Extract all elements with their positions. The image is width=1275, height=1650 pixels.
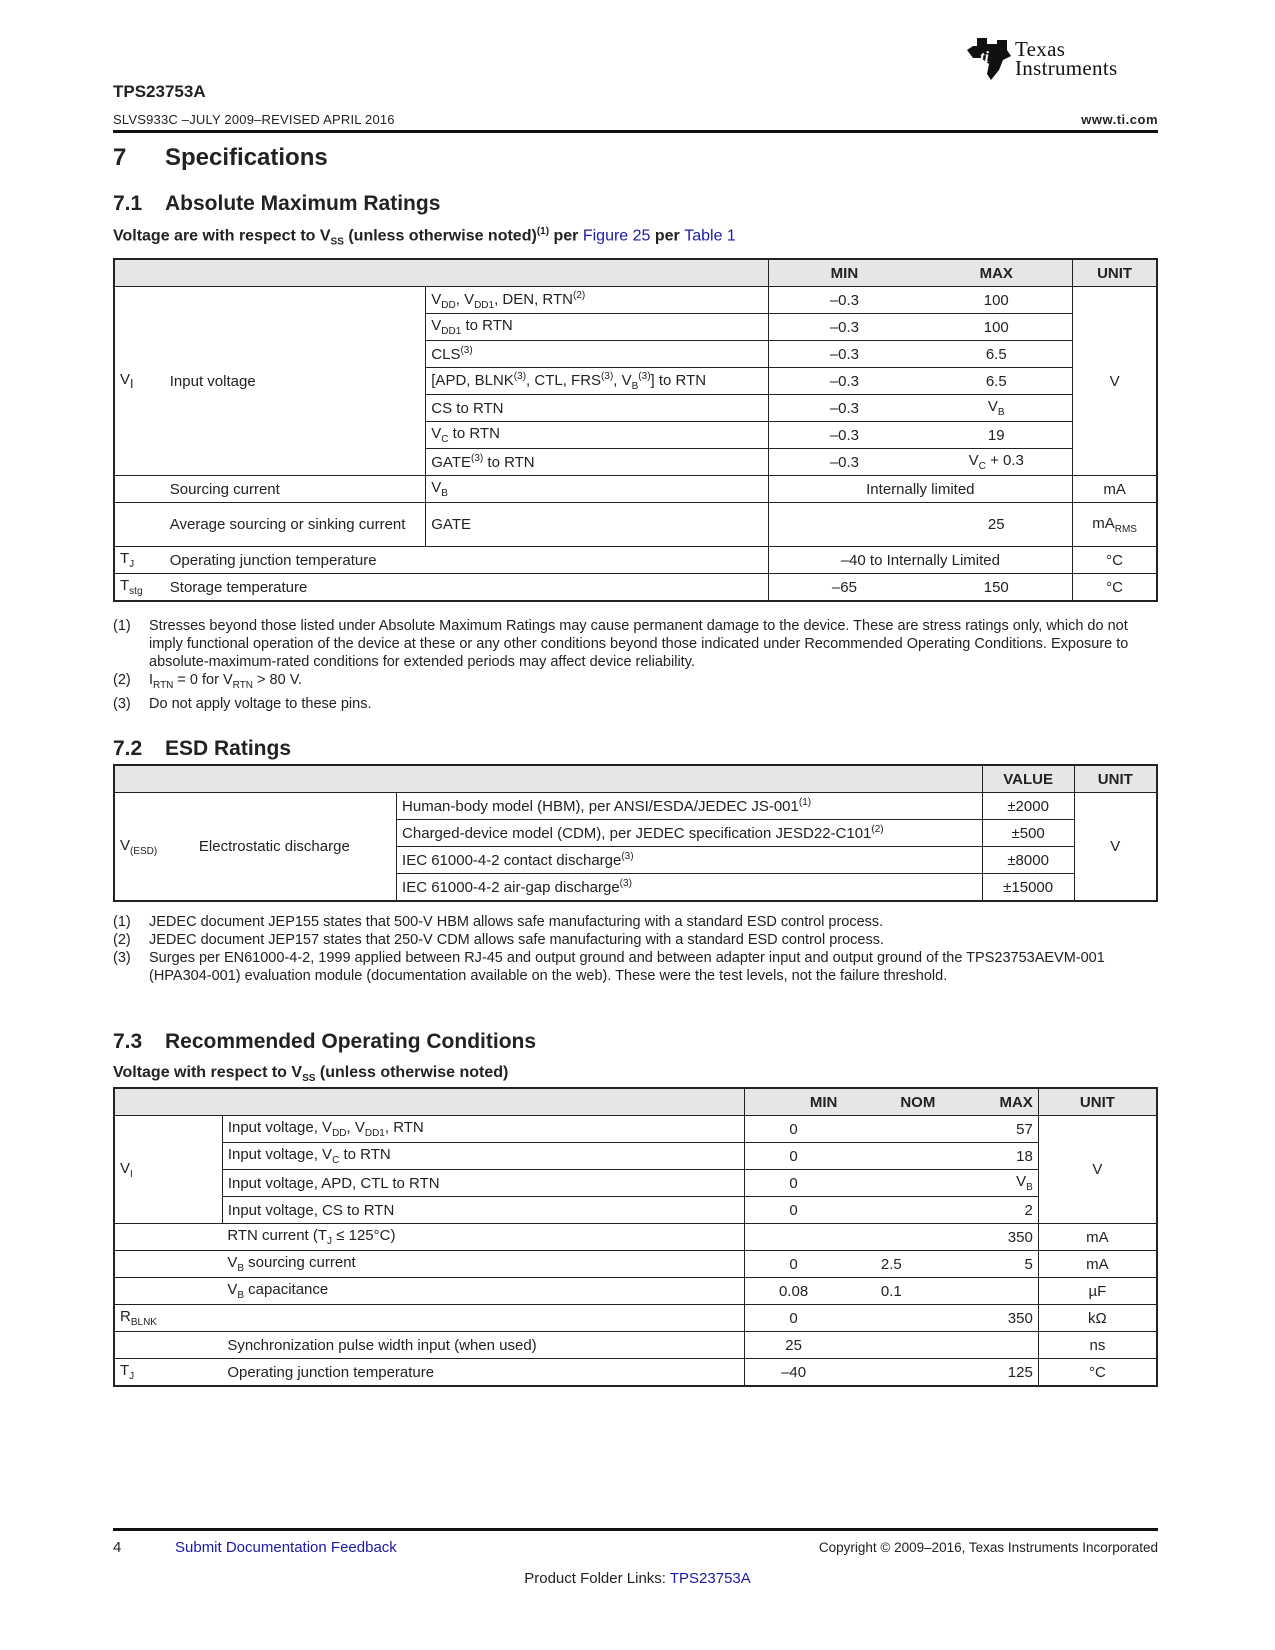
table-cell: V [1074, 793, 1157, 902]
text: > 80 V. [253, 672, 303, 688]
text: (1) [798, 797, 812, 808]
text: , CTL, FRS [526, 371, 602, 389]
table-cell: 350 [940, 1305, 1038, 1332]
table-cell: 0 [744, 1197, 842, 1224]
text: mA [1092, 514, 1115, 532]
table-cell: Input voltage, APD, CTL to RTN [222, 1170, 744, 1197]
logo-line1: Texas [1015, 37, 1066, 61]
table-cell: mA [1073, 476, 1157, 503]
text: DD1 [474, 299, 495, 311]
table-cell: –0.3 [768, 422, 920, 449]
table-cell: 5 [940, 1251, 1038, 1278]
table-header-cell [114, 259, 768, 287]
table-cell: –0.3 [768, 368, 920, 395]
text: Human-body model (HBM), per ANSI/ESDA/JEDEC JS-001 [402, 798, 799, 815]
text: T [120, 550, 130, 567]
table-cell [114, 793, 194, 902]
table-cell [114, 476, 165, 503]
table-cell [114, 1278, 222, 1305]
text: J [327, 1236, 333, 1247]
table-cell [397, 847, 983, 874]
svg-text:ti: ti [980, 49, 989, 66]
text: ] to RTN [650, 371, 707, 389]
section-7-3-heading [113, 1030, 536, 1054]
text: ≤ 125°C) [332, 1227, 396, 1244]
text: C [978, 461, 986, 472]
text: I [130, 377, 134, 391]
table-cell: 0.1 [842, 1278, 940, 1305]
text: = 0 for V [173, 672, 233, 688]
table-cell [842, 1197, 940, 1224]
ti-logo [967, 36, 1162, 86]
text: sourcing current [244, 1254, 356, 1271]
text: stg [129, 586, 143, 597]
text: DD1 [364, 1128, 385, 1139]
table-cell: –0.3 [768, 449, 920, 476]
text: T [120, 1362, 130, 1379]
table-cell [842, 1224, 940, 1251]
table-cell: °C [1073, 574, 1157, 602]
table-cell: 125 [940, 1359, 1038, 1387]
table-header-cell: UNIT [1074, 765, 1157, 793]
table-cell: ±15000 [982, 874, 1074, 902]
part-number: TPS23753A [113, 82, 206, 101]
table-header-cell: NOM [842, 1088, 940, 1116]
text: DD [332, 1128, 347, 1139]
table-cell [114, 503, 165, 547]
table-cell [842, 1332, 940, 1359]
table-cell [744, 1224, 842, 1251]
text: IEC 61000-4-2 air-gap discharge [402, 879, 620, 896]
text: JEDEC document JEP155 states that 500-V HBM allows safe manufacturing with a standard ESD control process. [149, 914, 884, 930]
text: Specifications [165, 144, 328, 171]
text: Absolute Maximum Ratings [165, 192, 441, 215]
table-cell: 19 [920, 422, 1072, 449]
text: (unless otherwise noted) [343, 227, 537, 245]
text: to RTN [339, 1146, 391, 1163]
table-cell: –0.3 [768, 341, 920, 368]
text: DD1 [441, 326, 462, 337]
text: JEDEC document JEP157 states that 250-V CDM allows safe manufacturing with a standard ESD control process. [149, 932, 885, 948]
text: , V [346, 1119, 365, 1136]
table-cell [920, 395, 1072, 422]
text: ESD Ratings [165, 737, 292, 760]
table-header-cell [114, 765, 982, 793]
text: IEC 61000-4-2 contact discharge [402, 852, 622, 869]
table-header-cell: MIN [768, 259, 920, 287]
text: V [1016, 1173, 1027, 1190]
table-cell: V [1038, 1116, 1157, 1224]
table-cell: 25 [744, 1332, 842, 1359]
table-cell: –0.3 [768, 287, 920, 314]
table-cell [397, 793, 983, 820]
table-header-cell [114, 1088, 744, 1116]
text: V [968, 452, 979, 469]
text: (3) [113, 695, 131, 712]
table-cell [940, 1170, 1038, 1197]
table-cell: CS to RTN [426, 395, 768, 422]
text: RTN [153, 679, 174, 691]
text: T [120, 577, 130, 594]
table-cell: mA [1038, 1251, 1157, 1278]
table-cell: 0 [744, 1116, 842, 1143]
text: C [332, 1155, 340, 1166]
amr-table [113, 258, 1158, 602]
text: Voltage with respect to V [113, 1064, 303, 1081]
table-cell: ns [1038, 1332, 1157, 1359]
table-cell: ±8000 [982, 847, 1074, 874]
table-cell [114, 1224, 222, 1251]
table-cell [768, 503, 920, 547]
text: V [431, 317, 442, 334]
table-cell [426, 287, 768, 314]
text: R [120, 1308, 131, 1325]
table-cell: 0 [744, 1251, 842, 1278]
table-cell: 25 [920, 503, 1072, 547]
table-cell: Storage temperature [165, 574, 768, 602]
table-cell: 350 [940, 1224, 1038, 1251]
figure-25-link[interactable]: Figure 25 [582, 227, 651, 245]
table-cell [114, 574, 165, 602]
footer-rule [113, 1528, 1158, 1531]
table-cell: 18 [940, 1143, 1038, 1170]
text: to RTN [461, 317, 513, 334]
table-cell: ±500 [982, 820, 1074, 847]
text: RTN [232, 679, 254, 691]
text: Do not apply voltage to these pins. [149, 695, 372, 712]
text: (3) [513, 370, 527, 382]
text: V [431, 479, 442, 496]
table-cell: V [1073, 287, 1157, 476]
table-cell [940, 1278, 1038, 1305]
text: B [237, 1290, 244, 1301]
table-cell [222, 1224, 744, 1251]
text: J [129, 1371, 135, 1382]
text: CLS [431, 346, 461, 363]
text: DD [441, 299, 456, 311]
text: SS [330, 236, 344, 248]
table-cell: Operating junction temperature [222, 1359, 744, 1387]
text: SS [302, 1073, 316, 1085]
text: capacitance [244, 1281, 329, 1298]
table-cell: Internally limited [768, 476, 1073, 503]
table-cell [426, 476, 768, 503]
text: per [650, 227, 685, 245]
text: to RTN [483, 454, 535, 471]
table-cell: 0 [744, 1143, 842, 1170]
doc-id: SLVS933C –JULY 2009–REVISED APRIL 2016 [113, 112, 395, 127]
text: Voltage are with respect to V [113, 227, 331, 245]
table-cell: –40 to Internally Limited [768, 547, 1073, 574]
table-cell: GATE [426, 503, 768, 547]
table-cell [222, 1251, 744, 1278]
text: V [431, 290, 442, 308]
text: 7 [113, 144, 127, 171]
text: I [130, 1168, 133, 1180]
table-cell [397, 820, 983, 847]
text: Input voltage, V [227, 1146, 333, 1163]
table-cell: mA [1038, 1224, 1157, 1251]
table-cell: 0.08 [744, 1278, 842, 1305]
text: Charged-device model (CDM), per JEDEC specification JESD22-C101 [402, 825, 872, 842]
text: (2) [573, 289, 586, 301]
text: (1) [536, 226, 550, 237]
table-cell: –65 [768, 574, 920, 602]
text: RMS [1114, 523, 1137, 535]
text: RTN current (T [227, 1227, 328, 1244]
table-cell: –0.3 [768, 314, 920, 341]
table-cell [222, 1143, 744, 1170]
product-folder-link[interactable]: TPS23753A [669, 1570, 751, 1587]
text: B [237, 1263, 244, 1274]
table-cell [842, 1143, 940, 1170]
table-cell [426, 368, 768, 395]
text: , V [455, 290, 475, 308]
table-cell: µF [1038, 1278, 1157, 1305]
table-cell: –0.3 [768, 395, 920, 422]
text: (ESD) [130, 845, 158, 857]
text: per [549, 227, 583, 245]
text: V [227, 1254, 238, 1271]
table-cell [842, 1116, 940, 1143]
table-cell: °C [1073, 547, 1157, 574]
text: , V [613, 371, 632, 389]
table-cell: kΩ [1038, 1305, 1157, 1332]
table-cell [114, 1332, 222, 1359]
text: (2) [113, 932, 131, 948]
text: Product Folder Links: [524, 1570, 670, 1587]
page-number: 4 [113, 1539, 122, 1556]
text: , RTN [384, 1119, 424, 1136]
text: Stresses beyond those listed under Absolute Maximum Ratings may cause permanent damage to the device. These are stress ratings only, which do not imply functional operation of the device at these or any other conditions beyond those indicated under Recommended Operating Conditions. Exposure to absolute-maximum-rated conditions for extended periods may affect device reliability. [149, 618, 1129, 670]
text: Recommended Operating Conditions [165, 1030, 537, 1053]
text: + 0.3 [985, 452, 1024, 469]
table-header-cell: UNIT [1073, 259, 1157, 287]
text: C [441, 434, 449, 445]
text: to RTN [448, 425, 500, 442]
table-cell: 150 [920, 574, 1072, 602]
text: (3) [601, 370, 614, 382]
section-7-2-heading [113, 737, 291, 761]
table-cell: ±2000 [982, 793, 1074, 820]
table-cell [940, 1332, 1038, 1359]
table-cell [114, 1116, 222, 1224]
table-cell [114, 547, 165, 574]
text: Input voltage, V [227, 1119, 333, 1136]
vi-label: Input voltage [165, 287, 426, 476]
text: , DEN, RTN [494, 290, 573, 308]
text: V [227, 1281, 238, 1298]
table-header-cell: UNIT [1038, 1088, 1157, 1116]
amr-caption [113, 226, 736, 248]
table-header-cell: MAX [940, 1088, 1038, 1116]
roc-caption [113, 1064, 508, 1084]
text: V [120, 1159, 131, 1177]
text: I [149, 672, 154, 688]
logo-line2: Instruments [1015, 56, 1118, 80]
text: V [120, 836, 131, 854]
table-cell: °C [1038, 1359, 1157, 1387]
table-header-cell: MIN [744, 1088, 842, 1116]
table-cell [222, 1305, 744, 1332]
text: (3) [471, 453, 484, 464]
text: (3) [638, 370, 651, 382]
section-7-1-heading [113, 192, 440, 216]
table-cell: Operating junction temperature [165, 547, 768, 574]
text: B [441, 488, 448, 499]
text: [APD, BLNK [431, 371, 514, 389]
text: V [120, 371, 131, 388]
text: (3) [619, 878, 632, 889]
text: (1) [113, 914, 131, 930]
table-cell: –40 [744, 1359, 842, 1387]
table-cell: 2.5 [842, 1251, 940, 1278]
copyright: Copyright © 2009–2016, Texas Instruments Incorporated [818, 1540, 1158, 1555]
table-cell [842, 1170, 940, 1197]
product-folder-links [0, 1570, 1275, 1587]
ti-state-icon [967, 36, 1011, 82]
table-1-link[interactable]: Table 1 [684, 227, 736, 245]
site-url[interactable]: www.ti.com [1081, 112, 1158, 127]
table-cell [114, 1359, 222, 1387]
table-cell: 100 [920, 287, 1072, 314]
table-cell [426, 314, 768, 341]
text: V [987, 398, 998, 415]
table-cell [114, 1251, 222, 1278]
text: (3) [460, 345, 473, 356]
table-cell: 57 [940, 1116, 1038, 1143]
table-cell: Synchronization pulse width input (when used) [222, 1332, 744, 1359]
text: GATE [431, 454, 471, 471]
table-cell: 0 [744, 1305, 842, 1332]
table-cell [426, 341, 768, 368]
text: (1) [113, 618, 131, 634]
table-header-cell: VALUE [982, 765, 1074, 793]
table-cell: Average sourcing or sinking current [165, 503, 426, 547]
esd-table [113, 764, 1158, 902]
table-cell [842, 1359, 940, 1387]
text: (3) [113, 950, 131, 966]
header-rule [113, 130, 1158, 133]
table-cell: 2 [940, 1197, 1038, 1224]
table-cell [1073, 503, 1157, 547]
roc-table [113, 1087, 1158, 1387]
text: B [1026, 1182, 1033, 1193]
text: 7.3 [113, 1030, 143, 1053]
table-cell [426, 422, 768, 449]
text: Surges per EN61000-4-2, 1999 applied between RJ-45 and output ground and between adapter input and output ground of the TPS23753AEVM-001 (HPA304-001) evaluation module (documentation available on the web). These were the test levels, not the failure threshold. [149, 950, 1105, 984]
table-cell: 6.5 [920, 341, 1072, 368]
section-7-heading [113, 144, 328, 172]
table-cell [114, 1305, 222, 1332]
table-cell [842, 1305, 940, 1332]
table-cell: 100 [920, 314, 1072, 341]
table-cell: 6.5 [920, 368, 1072, 395]
feedback-link[interactable]: Submit Documentation Feedback [175, 1539, 397, 1556]
text: 7.1 [113, 192, 143, 215]
table-header-cell: MAX [920, 259, 1072, 287]
text: B [997, 407, 1005, 418]
text: V [431, 425, 442, 442]
table-cell [397, 874, 983, 902]
table-cell: Sourcing current [165, 476, 426, 503]
text: (3) [621, 851, 634, 862]
text: (2) [871, 824, 884, 835]
text: 7.2 [113, 737, 143, 760]
text: (unless otherwise noted) [315, 1064, 509, 1081]
table-cell [222, 1278, 744, 1305]
table-cell [920, 449, 1072, 476]
text: (2) [113, 672, 131, 688]
table-cell [426, 449, 768, 476]
esd-notes [113, 913, 1158, 985]
amr-notes [113, 617, 1158, 713]
table-cell [222, 1116, 744, 1143]
text: B [631, 380, 639, 392]
text: BLNK [130, 1317, 157, 1328]
table-cell: 0 [744, 1170, 842, 1197]
table-cell: Input voltage, CS to RTN [222, 1197, 744, 1224]
table-cell: Electrostatic discharge [194, 793, 397, 902]
text: J [129, 559, 135, 570]
vi-symbol [114, 287, 165, 476]
